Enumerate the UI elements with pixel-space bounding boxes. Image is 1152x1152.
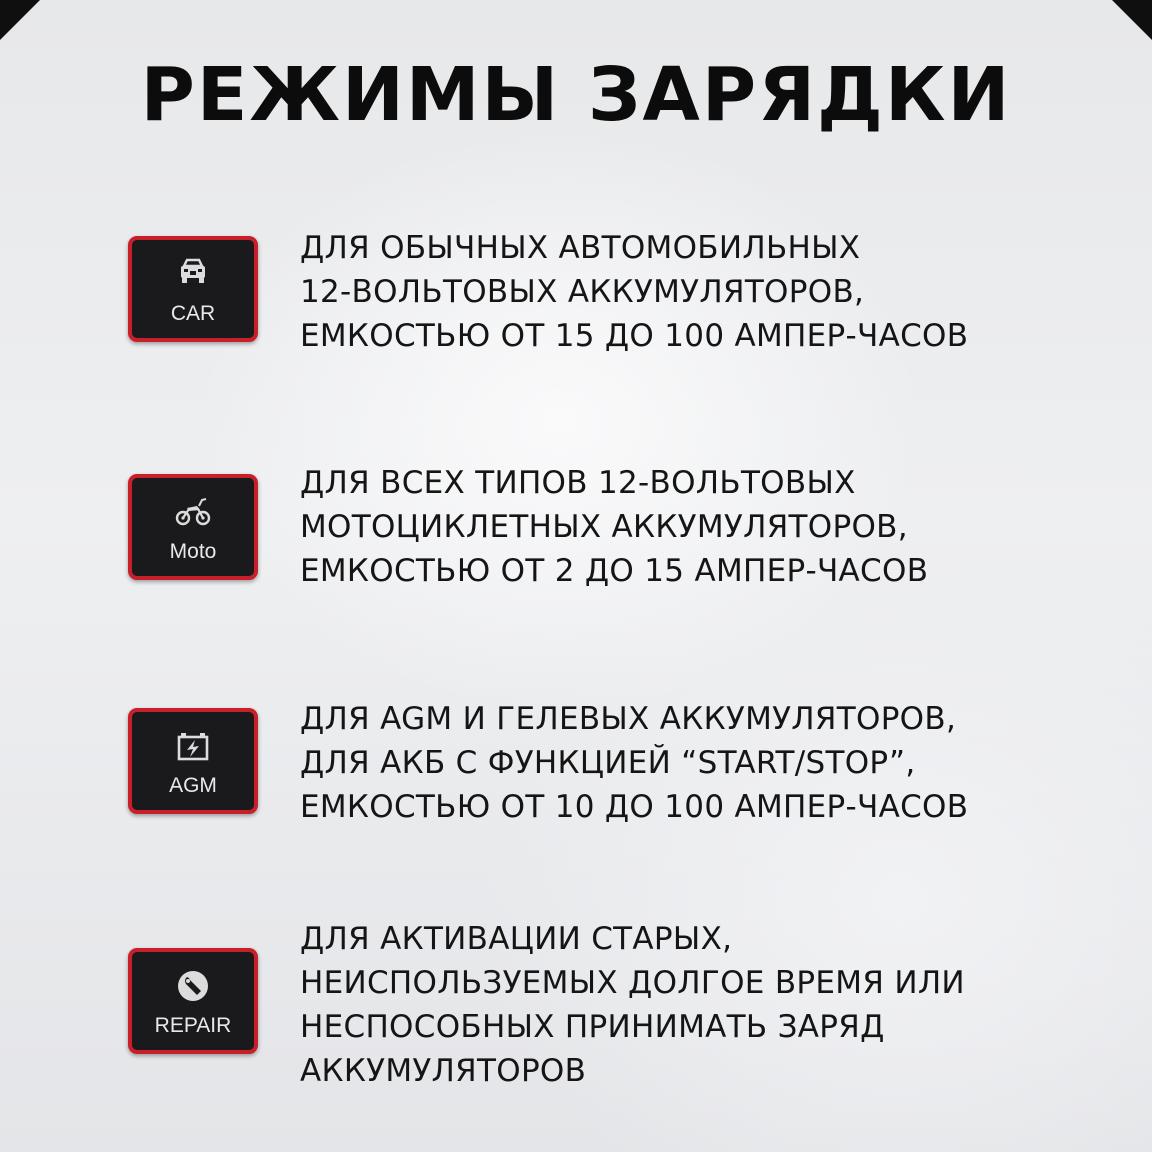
mode-description bbox=[300, 226, 1120, 358]
dark-corner-decoration bbox=[1112, 0, 1152, 40]
badge-label: CAR bbox=[170, 302, 216, 325]
wrench-icon bbox=[175, 968, 211, 1004]
description-line: НЕСПОСОБНЫХ ПРИНИМАТЬ ЗАРЯД bbox=[300, 1009, 885, 1045]
description-line: ДЛЯ ВСЕХ ТИПОВ 12-ВОЛЬТОВЫХ bbox=[300, 465, 856, 501]
badge-label: REPAIR bbox=[154, 1014, 232, 1037]
mode-description bbox=[300, 917, 1120, 1093]
repair-mode-badge bbox=[128, 948, 258, 1054]
description-line: ДЛЯ АКТИВАЦИИ СТАРЫХ, bbox=[300, 921, 733, 957]
mode-description bbox=[300, 461, 1120, 593]
moto-mode-badge bbox=[128, 474, 258, 580]
motorcycle-icon bbox=[175, 494, 211, 530]
description-line: 12-ВОЛЬТОВЫХ АККУМУЛЯТОРОВ, bbox=[300, 274, 865, 310]
description-line: ЕМКОСТЬЮ ОТ 10 ДО 100 АМПЕР-ЧАСОВ bbox=[300, 789, 969, 825]
mode-description bbox=[300, 697, 1120, 829]
description-line: ЕМКОСТЬЮ ОТ 2 ДО 15 АМПЕР-ЧАСОВ bbox=[300, 553, 929, 589]
dark-corner-decoration bbox=[0, 0, 40, 40]
battery-icon bbox=[175, 728, 211, 764]
description-line: ДЛЯ ОБЫЧНЫХ АВТОМОБИЛЬНЫХ bbox=[300, 230, 861, 266]
description-line: ДЛЯ АКБ С ФУНКЦИЕЙ “START/STOP”, bbox=[300, 745, 916, 781]
description-line: ЕМКОСТЬЮ ОТ 15 ДО 100 АМПЕР-ЧАСОВ bbox=[300, 318, 969, 354]
car-icon bbox=[175, 256, 211, 292]
description-line: МОТОЦИКЛЕТНЫХ АККУМУЛЯТОРОВ, bbox=[300, 509, 908, 545]
description-line: АККУМУЛЯТОРОВ bbox=[300, 1053, 587, 1089]
page-title: РЕЖИМЫ ЗАРЯДКИ bbox=[140, 52, 1012, 138]
car-mode-badge bbox=[128, 236, 258, 342]
badge-label: AGM bbox=[169, 774, 217, 797]
description-line: ДЛЯ AGM И ГЕЛЕВЫХ АККУМУЛЯТОРОВ, bbox=[300, 701, 957, 737]
agm-mode-badge bbox=[128, 708, 258, 814]
badge-label: Moto bbox=[169, 540, 217, 563]
description-line: НЕИСПОЛЬЗУЕМЫХ ДОЛГОЕ ВРЕМЯ ИЛИ bbox=[300, 965, 965, 1001]
